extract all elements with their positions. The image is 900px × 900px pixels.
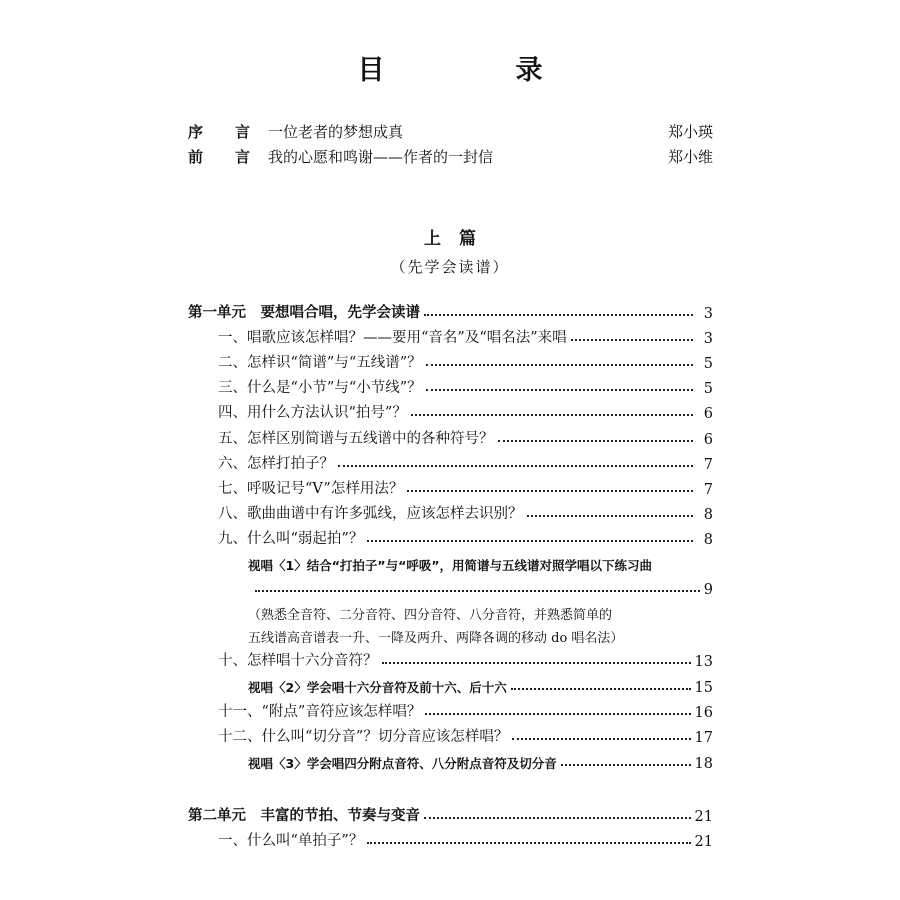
- toc-page-number: 5: [703, 356, 713, 372]
- dot-leader: [255, 590, 700, 592]
- part-title: 上篇: [424, 229, 494, 249]
- toc-page-number: 6: [703, 406, 713, 422]
- toc-entry-text: 九、什么叫“弱起拍”？: [218, 531, 364, 547]
- toc-section[interactable]: [218, 375, 713, 397]
- toc-sight-singing-3[interactable]: [248, 750, 713, 772]
- toc-entry-text: 十二、什么叫“切分音”？切分音应该怎样唱？: [218, 729, 509, 745]
- dot-leader: [407, 490, 693, 492]
- toc-entry-text: 七、呼吸记号“V”怎样用法？: [218, 481, 404, 497]
- toc-section[interactable]: [218, 699, 713, 721]
- toc-entry-text: 一、唱歌应该怎样唱？——要用“音名”及“唱名法”来唱: [218, 330, 567, 346]
- toc-entry-text: 一、什么叫“单拍子”？: [218, 833, 364, 849]
- toc-page-number: 8: [703, 532, 713, 548]
- part-subtitle: （先学会读谱）: [390, 258, 510, 276]
- toc-page-number: 18: [694, 756, 713, 772]
- toc-page-number: 15: [694, 680, 713, 696]
- toc-entry-text: 八、歌曲曲谱中有许多弧线，应该怎样去识别？: [218, 506, 523, 522]
- preface-label: [188, 121, 250, 142]
- toc-sight-singing-1[interactable]: [248, 552, 713, 574]
- toc-page-number: 7: [703, 482, 713, 498]
- dot-leader: [425, 713, 690, 715]
- dot-leader: [411, 414, 693, 416]
- toc-section[interactable]: [218, 648, 713, 670]
- toc-page-number: 21: [694, 834, 713, 850]
- toc-entry-text: 五、怎样区别简谱与五线谱中的各种符号？: [218, 431, 494, 447]
- toc-entry-text: 视唱〈2〉学会唱十六分音符及前十六、后十六: [248, 680, 507, 695]
- toc-page-number: 9: [703, 582, 713, 598]
- sight-note-line-2: 五线谱高音谱表一升、一降及两升、两降各调的移动 do 唱名法）: [248, 631, 624, 646]
- dot-leader: [511, 688, 691, 690]
- toc-section[interactable]: [218, 400, 713, 422]
- toc-section[interactable]: [218, 724, 713, 746]
- toc-page-number: 13: [694, 654, 713, 670]
- foreword-label: [188, 146, 250, 167]
- toc-page-number: 3: [703, 331, 713, 347]
- sight-note-line-1: （熟悉全音符、二分音符、四分音符、八分音符，并熟悉简单的: [248, 608, 613, 623]
- toc-entry-text: 第二单元 丰富的节拍、节奏与变音: [188, 808, 420, 824]
- toc-entry-text: 视唱〈3〉学会唱四分附点音符、八分附点音符及切分音: [248, 756, 557, 771]
- toc-section[interactable]: [218, 828, 713, 850]
- toc-section[interactable]: [218, 426, 713, 448]
- toc-entry-text: 十、怎样唱十六分音符？: [218, 653, 378, 669]
- preface-author: 郑小瑛: [667, 123, 713, 141]
- dot-leader: [382, 662, 691, 664]
- toc-page-number: 3: [703, 306, 713, 322]
- dot-leader: [561, 764, 691, 766]
- dot-leader: [571, 339, 693, 341]
- dot-leader: [367, 540, 693, 542]
- preface-row: [188, 121, 713, 143]
- toc-entry-text: 十一、“附点”音符应该怎样唱？: [218, 704, 422, 720]
- toc-entry-text: 六、怎样打拍子？: [218, 456, 334, 472]
- foreword-author: 郑小维: [667, 148, 713, 166]
- toc-section[interactable]: [218, 350, 713, 372]
- dot-leader: [424, 817, 691, 819]
- dot-leader: [527, 515, 694, 517]
- preface-text: 一位老者的梦想成真: [268, 123, 404, 141]
- toc-section[interactable]: [218, 476, 713, 498]
- foreword-row: [188, 146, 713, 168]
- toc-entry-text: 四、用什么方法认识“拍号”？: [218, 405, 407, 421]
- toc-page-number: 6: [703, 432, 713, 448]
- dot-leader: [498, 440, 694, 442]
- toc-entry-text: 视唱〈1〉结合“打拍子”与“呼吸”，用简谱与五线谱对照学唱以下练习曲: [248, 558, 653, 573]
- toc-page-number: 21: [694, 809, 713, 825]
- toc-page-number: 5: [703, 381, 713, 397]
- page-title: 目 录: [357, 55, 595, 86]
- toc-section[interactable]: [218, 501, 713, 523]
- toc-sight-singing-1-leader[interactable]: [255, 576, 713, 598]
- dot-leader: [424, 314, 693, 316]
- toc-unit-1[interactable]: [188, 300, 713, 322]
- toc-section[interactable]: [218, 526, 713, 548]
- toc-section[interactable]: [218, 325, 713, 347]
- toc-entry-text: 二、怎样识“简谱”与“五线谱”？: [218, 355, 422, 371]
- dot-leader: [426, 389, 693, 391]
- foreword-label-char: 言: [234, 148, 250, 166]
- dot-leader: [367, 842, 690, 844]
- toc-section[interactable]: [218, 451, 713, 473]
- toc-page-number: 8: [703, 507, 713, 523]
- preface-label-char: 序: [188, 123, 204, 141]
- toc-entry-text: 三、什么是“小节”与“小节线”？: [218, 380, 422, 396]
- foreword-label-char: 前: [188, 148, 204, 166]
- toc-entry-text: 第一单元 要想唱合唱，先学会读谱: [188, 305, 420, 321]
- toc-page-number: 17: [694, 730, 713, 746]
- toc-unit-2[interactable]: [188, 803, 713, 825]
- toc-page-number: 7: [703, 457, 713, 473]
- foreword-text: 我的心愿和鸣谢——作者的一封信: [268, 148, 494, 166]
- dot-leader: [426, 364, 693, 366]
- preface-label-char: 言: [234, 123, 250, 141]
- dot-leader: [512, 738, 690, 740]
- toc-page-number: 16: [694, 705, 713, 721]
- dot-leader: [338, 465, 693, 467]
- toc-sight-singing-2[interactable]: [248, 674, 713, 696]
